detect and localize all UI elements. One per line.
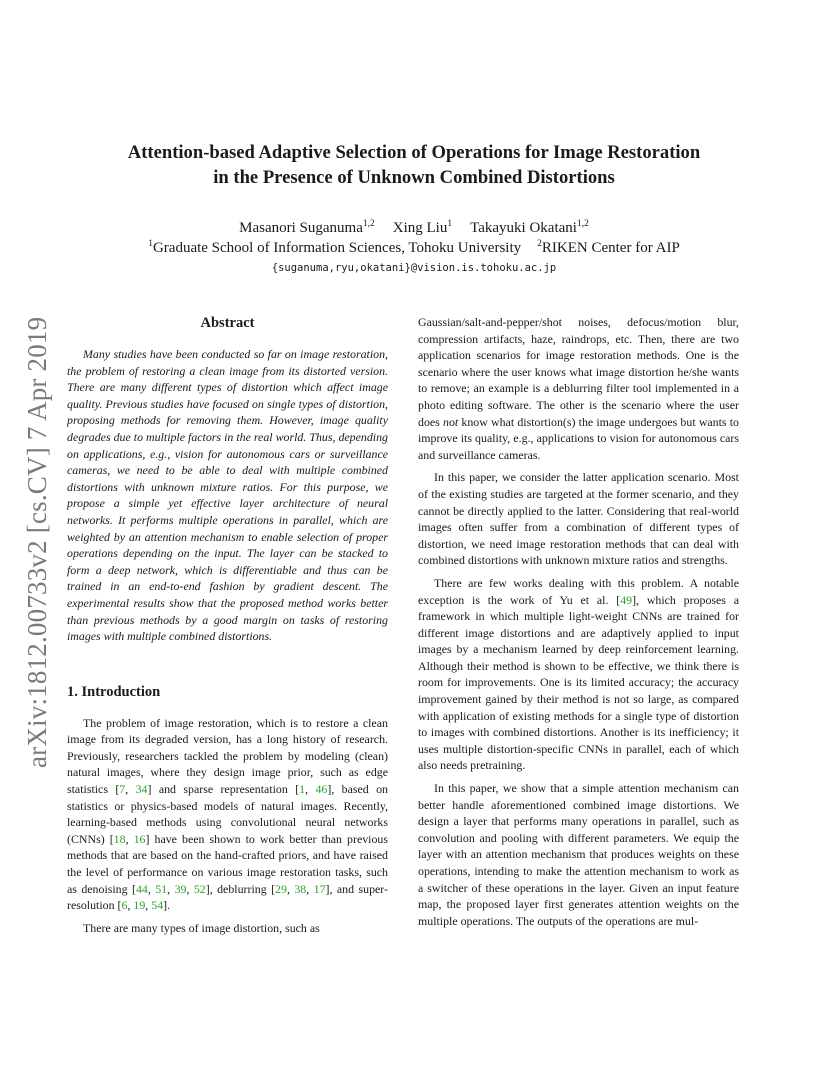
citation-link[interactable]: 7	[119, 782, 126, 797]
citation-link[interactable]: 44	[135, 881, 148, 896]
citation-link[interactable]: 51	[155, 881, 168, 896]
intro-paragraph-2-continued: Gaussian/salt-and-pepper/shot noises, defocus/motion blur, compression artifacts, haze, raindrops, etc. Then, there are two application scenarios for image restoration methods. One is the scenario where the user knows what image distortion he/she wants to remove; an example is a deblurring filter tool implemented in a photo editing software. The other is the scenario where the user does not know what distortion(s) the image undergoes but wants to improve its quality, e.g., applications to vision for autonomous cars and surveillance cameras.	[418, 315, 739, 462]
right-column	[418, 314, 739, 929]
author-name: Takayuki Okatani	[470, 220, 577, 236]
citation-link[interactable]: 18	[113, 831, 126, 846]
affiliation-2: RIKEN Center for AIP	[541, 240, 680, 256]
intro-paragraph-1: The problem of image restoration, which is to restore a clean image from its degraded version, has a long history of research. Previously, researchers tackled the problem by modeling (clean) natural images, where they design image prior, such as edge statistics [7, 34] and sparse representation [1, 46], based on statistics or physics-based models of natural images. Recently, learning-based methods using convolutional neural networks (CNNs) [18, 16] have been shown to work better than previous methods that are based on the hand-crafted priors, and have raised the level of performance on various image restoration tasks, such as denoising [44, 51, 39, 52], deblurring [29, 38, 17], and super-resolution [6, 19, 54].	[67, 715, 389, 913]
intro-paragraph-3: In this paper, we consider the latter application scenario. Most of the existing studies are targeted at the former scenario, and they cannot be directly applied to the latter. Considering that real-world images often suffer from a combination of different types of distortion, we need image restoration methods that can deal with combined distortions with unknown mixture ratios and strengths.	[418, 470, 739, 568]
arxiv-sidebar	[22, 290, 52, 770]
citation-link[interactable]: 34	[135, 782, 148, 797]
citation-link[interactable]: 39	[174, 881, 187, 896]
section-heading-introduction: 1. Introduction	[67, 683, 161, 700]
affil-mark: 2	[537, 239, 542, 249]
paper-title	[60, 140, 768, 190]
citation-link[interactable]: 46	[315, 782, 328, 797]
author-affil-mark: 1,2	[576, 219, 589, 229]
affiliation-1: Graduate School of Information Sciences, Tohoku University	[152, 240, 522, 256]
affil-mark: 1	[148, 239, 153, 249]
affiliations	[60, 238, 768, 258]
author-list	[60, 218, 768, 238]
emphasis-not: not	[443, 414, 459, 429]
citation-link[interactable]: 19	[133, 898, 146, 913]
abstract-text: Many studies have been conducted so far on image restoration, the problem of restoring a clean image from its distorted version. There are many different types of distortion which affect image quality. Previous studies have focused on single types of distortion, proposing methods for removing them. However, image quality degrades due to multiple factors in the real world. Thus, depending on applications, e.g., vision for autonomous cars or surveillance cameras, we need to be able to deal with multiple combined distortions with unknown mixture ratios. For this purpose, we propose a simple yet effective layer architecture of neural networks. It performs multiple operations in parallel, which are weighted by an attention mechanism to enable selection of proper operations depending on the input. The layer can be stacked to form a deep network, which is differentiable and thus can be trained in an end-to-end fashion by gradient descent. The experimental results show that the proposed method works better than previous methods by a good margin on tasks of restoring images with multiple combined distortions.	[67, 347, 388, 644]
author-name: Masanori Suganuma	[239, 220, 363, 236]
author-name: Xing Liu	[392, 220, 448, 236]
intro-paragraph-2-start: There are many types of image distortion, such as	[83, 920, 320, 935]
intro-paragraph-5: In this paper, we show that a simple attention mechanism can better handle aforementioned combined image distortions. We design a layer that performs many operations in parallel, such as convolution and pooling with different parameters. We equip the layer with an attention mechanism that produces weights on these operations, intending to make the attention mechanism to work as a switcher of these operations in the layer. Given an input feature map, the proposed layer first generates attention weights on the multiple operations. The outputs of the operations are mul-	[418, 781, 739, 928]
citation-link[interactable]: 38	[294, 881, 307, 896]
left-column	[67, 314, 388, 936]
author-affil-mark: 1	[447, 219, 453, 229]
author-affil-mark: 1,2	[362, 219, 375, 229]
citation-link[interactable]: 6	[121, 898, 128, 913]
abstract-heading: Abstract	[200, 315, 255, 331]
citation-link[interactable]: 17	[313, 881, 326, 896]
title-line-2: in the Presence of Unknown Combined Distortions	[213, 167, 615, 188]
arxiv-identifier: arXiv:1812.00733v2 [cs.CV] 7 Apr 2019	[22, 316, 52, 768]
citation-link[interactable]: 52	[193, 881, 206, 896]
citation-link[interactable]: 1	[299, 782, 306, 797]
citation-link[interactable]: 16	[133, 831, 146, 846]
title-line-1: Attention-based Adaptive Selection of Operations for Image Restoration	[127, 142, 701, 163]
intro-paragraph-4: There are few works dealing with this problem. A notable exception is the work of Yu et al. [49], which proposes a framework in which multiple light-weight CNNs are trained for different image distortions and are adaptively applied to input images by a mechanism learned by deep reinforcement learning. Although their method is shown to be effective, we think there is room for improvements. One is its limited accuracy; the accuracy improvement gained by their method is not so large, as compared with application of existing methods for a single type of distortion to images with combined distortions. Another is its inefficiency; it uses multiple distortion-specific CNNs in parallel, each of which also needs pretraining.	[418, 575, 739, 773]
citation-link[interactable]: 54	[151, 898, 164, 913]
citation-link[interactable]: 49	[620, 592, 633, 607]
citation-link[interactable]: 29	[275, 881, 287, 896]
author-emails: {suganuma,ryu,okatani}@vision.is.tohoku.ac.jp	[271, 262, 557, 274]
